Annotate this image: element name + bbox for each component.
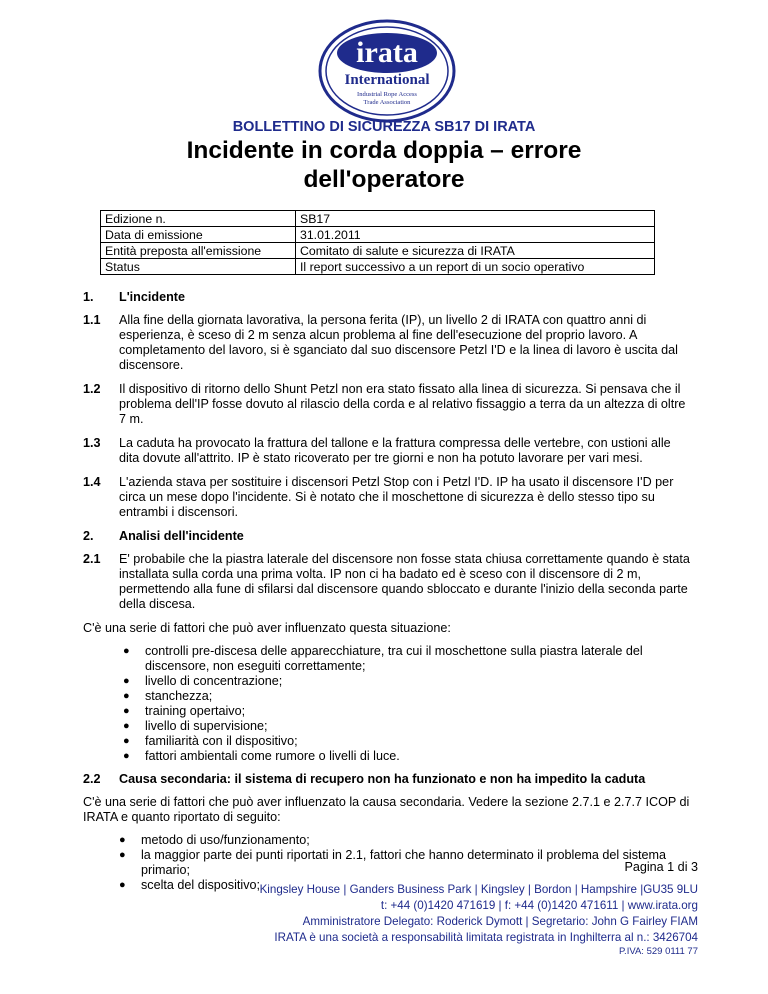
bullet-icon: ●: [123, 750, 130, 762]
meta-key: Status: [101, 259, 296, 275]
paragraph-1-4: 1.4 L'azienda stava per sostituire i discensori Petzl Stop con i Petzl I'D. IP ha usato il discensore I'D per circa un mese dopo l'incidente. Si è notato che il moschettone di sicurezza è dello stesso tipo su entrambi i discensori.: [83, 475, 674, 519]
list-item: ● familiarità con il dispositivo;: [123, 734, 298, 748]
footer: [260, 882, 698, 958]
meta-key: Edizione n.: [101, 211, 296, 227]
svg-text:International: International: [344, 72, 430, 88]
footer-registration: IRATA è una società a responsabilità limitata registrata in Inghilterra al n.: 3426704: [274, 931, 698, 944]
irata-logo: [318, 18, 456, 124]
bullet-icon: ●: [119, 849, 126, 861]
footer-officers: Amministratore Delegato: Roderick Dymott | Segretario: John G Fairley FIAM: [302, 915, 698, 928]
bullet-icon: ●: [119, 834, 126, 846]
footer-address: Kingsley House | Ganders Business Park | Kingsley | Bordon | Hampshire |GU35 9LU: [259, 883, 698, 896]
title-line-2: dell'operatore: [303, 166, 465, 193]
list-intro-1: C'è una serie di fattori che può aver influenzato questa situazione:: [83, 621, 451, 635]
page-number: Pagina 1 di 3: [624, 860, 698, 874]
metadata-table: [100, 210, 655, 275]
list-item: ● livello di supervisione;: [123, 719, 268, 733]
bulletin-kicker: BOLLETTINO DI SICUREZZA SB17 DI IRATA: [232, 119, 536, 135]
svg-text:irata: irata: [356, 36, 418, 69]
meta-value: 31.01.2011: [296, 227, 655, 243]
factor-list-1: [123, 644, 693, 764]
title-line-1: Incidente in corda doppia – errore: [186, 137, 582, 164]
bullet-icon: ●: [119, 879, 126, 891]
list-item: ● metodo di uso/funzionamento;: [119, 833, 310, 847]
footer-contacts: t: +44 (0)1420 471619 | f: +44 (0)1420 471611 | www.irata.org: [380, 899, 698, 912]
list-item: ● la maggior parte dei punti riportati in 2.1, fattori che hanno determinato il problema del sistema primario;: [119, 848, 667, 877]
document-body: [83, 290, 693, 901]
table-row: [101, 259, 655, 275]
list-item: ● fattori ambientali come rumore o livelli di luce.: [123, 749, 400, 763]
table-row: [101, 243, 655, 259]
bullet-icon: ●: [123, 720, 130, 732]
bullet-icon: ●: [123, 675, 130, 687]
list-item: ● training opertaivo;: [123, 704, 246, 718]
meta-key: Data di emissione: [101, 227, 296, 243]
bullet-icon: ●: [123, 705, 130, 717]
bullet-icon: ●: [123, 735, 130, 747]
meta-key: Entità preposta all'emissione: [101, 243, 296, 259]
paragraph-2-1: 2.1 E' probabile che la piastra laterale del discensore non fosse stata chiusa correttamente quando è stata installata sulla corda una prima volta. IP non ci ha badato ed è sceso con il discensore di 2 m, permettendo alla fune di sfilarsi dal discensore quando sbloccato e durante l'inizio della seconda parte della discesa.: [83, 552, 690, 611]
list-item: ● stanchezza;: [123, 689, 213, 703]
meta-value: SB17: [296, 211, 655, 227]
list-item: ● controlli pre-discesa delle apparecchiature, tra cui il moschettone sulla piastra laterale del discensore, non eseguiti correttamente;: [123, 644, 643, 673]
paragraph-1-1: 1.1 Alla fine della giornata lavorativa, la persona ferita (IP), un livello 2 di IRATA con quattro anni di esperienza, è sceso di 2 m senza alcun problema al fine dell'esecuzione del proprio lavoro. A completamento del lavoro, si è sganciato dal suo discensore Petzl I'D e la linea di lavoro è uscita dal discensore.: [83, 313, 678, 372]
paragraph-1-2: 1.2 Il dispositivo di ritorno dello Shunt Petzl non era stato fissato alla linea di sicurezza. Si pensava che il problema dell'IP fosse dovuto al rilascio della corda e al relativo fissaggio a terra da un altezza di oltre 7 m.: [83, 382, 686, 426]
list-intro-2: C'è una serie di fattori che può aver influenzato la causa secondaria. Vedere la sezione 2.7.1 e 2.7.7 ICOP di IRATA e quanto riportato di seguito:: [83, 795, 690, 824]
list-item: ● livello di concentrazione;: [123, 674, 283, 688]
section-heading-2-2: 2.2 Causa secondaria: il sistema di recupero non ha funzionato e non ha impedito la caduta: [83, 772, 646, 786]
section-heading-2: 2. Analisi dell'incidente: [83, 529, 244, 543]
list-item: ● scelta del dispositivo;: [119, 878, 261, 892]
document-title: [0, 136, 768, 194]
paragraph-1-3: 1.3 La caduta ha provocato la frattura del tallone e la frattura compressa delle vertebre, con ustioni alle dita dovute all'attrito. IP è stato ricoverato per tre giorni e non ha potuto lavorare per vari mesi.: [83, 436, 671, 465]
meta-value: Comitato di salute e sicurezza di IRATA: [296, 243, 655, 259]
meta-value: Il report successivo a un report di un socio operativo: [296, 259, 655, 275]
bullet-icon: ●: [123, 645, 130, 657]
table-row: [101, 211, 655, 227]
footer-vat: P.IVA: 529 0111 77: [618, 946, 698, 957]
svg-text:Trade Association: Trade Association: [363, 99, 411, 106]
bullet-icon: ●: [123, 690, 130, 702]
svg-text:Industrial Rope Access: Industrial Rope Access: [357, 91, 417, 98]
section-heading-1: 1. L'incidente: [83, 290, 185, 304]
table-row: [101, 227, 655, 243]
